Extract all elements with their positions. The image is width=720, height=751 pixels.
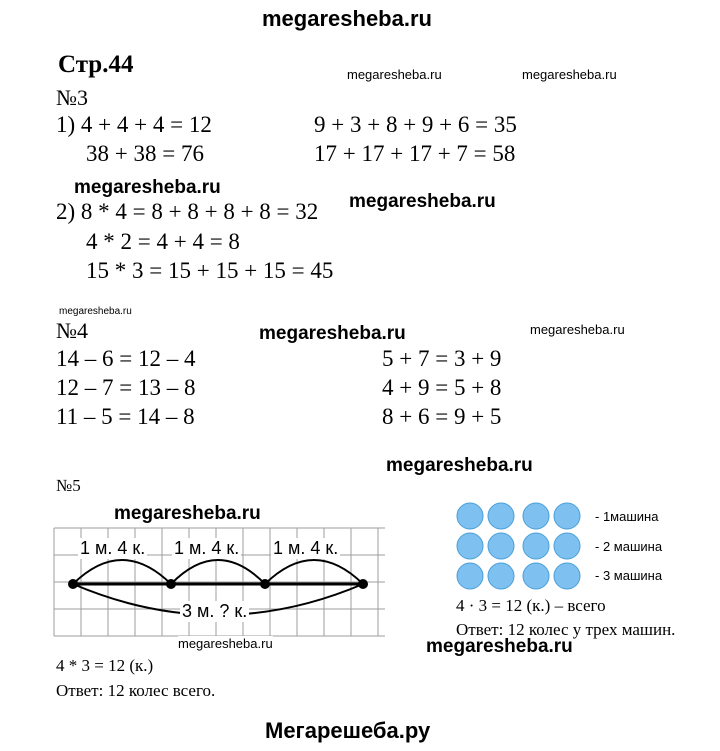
watermark: megaresheba.ru [259, 323, 406, 344]
task4-right-line: 5 + 7 = 3 + 9 [382, 346, 502, 371]
wheel-circle [554, 533, 580, 559]
page-title: Стр.44 [58, 51, 134, 78]
watermark: megaresheba.ru [74, 177, 221, 198]
task3-line: 2) 8 * 4 = 8 + 8 + 8 + 8 = 32 [56, 199, 319, 224]
task5-answer: Ответ: 12 колес всего. [56, 681, 216, 700]
task3-line: 1) 4 + 4 + 4 = 12 [56, 112, 212, 137]
wheel-circle [523, 533, 549, 559]
wheel-circle [523, 563, 549, 589]
task3-line: 4 * 2 = 4 + 4 = 8 [86, 229, 240, 254]
task4-left-line: 14 – 6 = 12 – 4 [56, 346, 196, 371]
circle-legend-item: - 3 машина [595, 568, 663, 583]
task4-number: №4 [56, 318, 88, 343]
task5-number: №5 [56, 476, 81, 495]
arc-upper [73, 560, 171, 584]
wheel-circle [523, 503, 549, 529]
watermark: megaresheba.ru [349, 191, 496, 212]
segment-point [166, 579, 176, 589]
wheel-circles [450, 498, 590, 598]
wheel-circle [457, 533, 483, 559]
footer-watermark: Мегарешеба.ру [265, 718, 431, 743]
circle-legend-item: - 1машина [595, 509, 659, 524]
watermark: megaresheba.ru [114, 503, 261, 524]
task4-right-line: 8 + 6 = 9 + 5 [382, 404, 502, 429]
wheel-circle [554, 503, 580, 529]
segment-label: 1 м. 4 к. [273, 538, 339, 558]
task3-number: №3 [56, 85, 88, 110]
arc-upper [265, 560, 363, 584]
wheel-circle [488, 563, 514, 589]
watermark: megaresheba.ru [178, 636, 273, 651]
wheel-circle [457, 563, 483, 589]
watermark: megaresheba.ru [347, 67, 442, 82]
watermark: megaresheba.ru [386, 455, 533, 476]
task3-line: 38 + 38 = 76 [86, 141, 204, 166]
segment-label: 1 м. 4 к. [174, 538, 240, 558]
watermark: megaresheba.ru [59, 306, 132, 317]
watermark-top: megaresheba.ru [262, 6, 432, 31]
watermark: megaresheba.ru [530, 322, 625, 337]
wheel-circle [457, 503, 483, 529]
total-label: 3 м. ? к. [182, 601, 248, 621]
task3-line: 17 + 17 + 17 + 7 = 58 [314, 141, 516, 166]
task4-left-line: 12 – 7 = 13 – 8 [56, 375, 196, 400]
watermark: megaresheba.ru [522, 67, 617, 82]
circle-legend-item: - 2 машина [595, 539, 663, 554]
watermark: megaresheba.ru [426, 636, 573, 657]
circle-solution: 4 · 3 = 12 (к.) – всего [456, 596, 606, 615]
segment-point [260, 579, 270, 589]
task4-left-line: 11 – 5 = 14 – 8 [56, 404, 195, 429]
arc-upper [171, 560, 265, 584]
wheel-circle [554, 563, 580, 589]
task3-line: 9 + 3 + 8 + 9 + 6 = 35 [314, 112, 517, 137]
segment-point [68, 579, 78, 589]
task5-solution: 4 * 3 = 12 (к.) [56, 656, 154, 675]
circle-answer: Ответ: 12 колес у трех машин. [456, 620, 676, 639]
wheel-circle [488, 533, 514, 559]
segment-label: 1 м. 4 к. [80, 538, 146, 558]
task3-line: 15 * 3 = 15 + 15 + 15 = 45 [86, 258, 334, 283]
wheel-circle [488, 503, 514, 529]
segment-point [358, 579, 368, 589]
task4-right-line: 4 + 9 = 5 + 8 [382, 375, 502, 400]
